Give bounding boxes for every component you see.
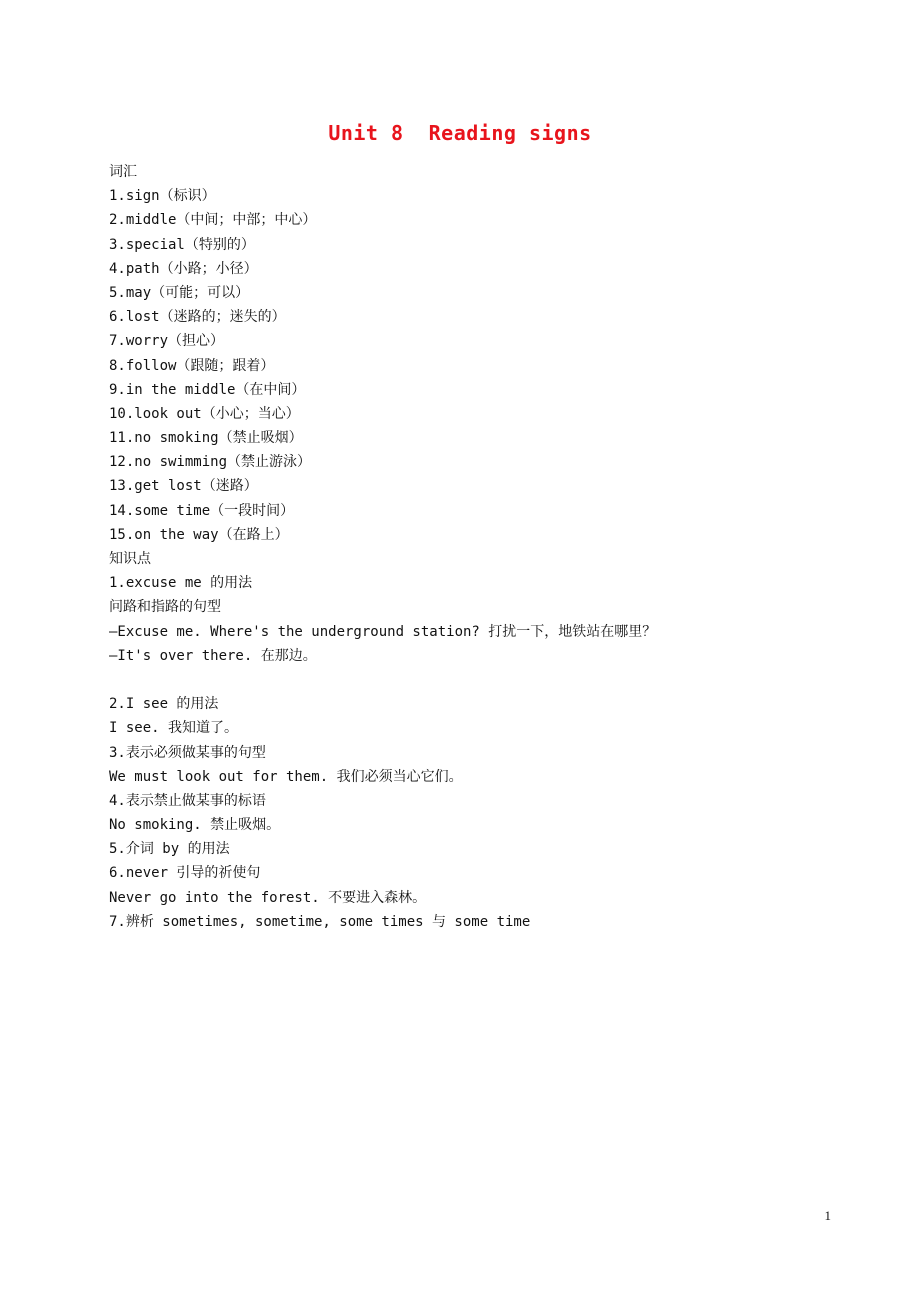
point-example: Never go into the forest. 不要进入森林。 bbox=[109, 889, 427, 906]
point-title: 5.介词 by 的用法 bbox=[109, 841, 230, 858]
document-title: Unit 8 Reading signs bbox=[328, 121, 592, 145]
vocabulary-heading: 词汇 bbox=[109, 164, 137, 180]
point-title: 1.excuse me 的用法 bbox=[109, 575, 253, 592]
vocabulary-item: 1.sign（标识） bbox=[109, 188, 216, 205]
vocabulary-item: 9.in the middle（在中间） bbox=[109, 381, 306, 398]
knowledge-point-1 bbox=[109, 571, 889, 668]
point-example: —Excuse me. Where's the underground station? 打扰一下，地铁站在哪里？ bbox=[109, 623, 657, 640]
point-title: 6.never 引导的祈使句 bbox=[109, 865, 261, 882]
vocabulary-item: 4.path（小路；小径） bbox=[109, 260, 258, 277]
knowledge-point-3 bbox=[109, 741, 889, 789]
point-title: 2.I see 的用法 bbox=[109, 696, 219, 713]
blank-line bbox=[109, 668, 889, 692]
knowledge-point-2 bbox=[109, 692, 889, 740]
knowledge-point-6 bbox=[109, 861, 889, 909]
point-example: No smoking. 禁止吸烟。 bbox=[109, 817, 281, 834]
vocabulary-item: 10.look out（小心；当心） bbox=[109, 405, 300, 422]
vocabulary-item: 11.no smoking（禁止吸烟） bbox=[109, 430, 303, 447]
vocabulary-item: 12.no swimming（禁止游泳） bbox=[109, 454, 312, 471]
point-example: We must look out for them. 我们必须当心它们。 bbox=[109, 768, 463, 785]
vocabulary-item: 3.special（特别的） bbox=[109, 236, 255, 253]
point-subtitle: 问路和指路的句型 bbox=[109, 599, 221, 616]
point-title: 7.辨析 sometimes, sometime, some times 与 some time bbox=[109, 913, 531, 930]
vocabulary-list bbox=[109, 184, 889, 547]
point-example: I see. 我知道了。 bbox=[109, 720, 239, 737]
knowledge-point-7 bbox=[109, 910, 889, 934]
point-title: 3.表示必须做某事的句型 bbox=[109, 744, 266, 761]
document-body bbox=[109, 160, 889, 934]
point-example: —It's over there. 在那边。 bbox=[109, 647, 317, 664]
vocabulary-item: 13.get lost（迷路） bbox=[109, 478, 258, 495]
vocabulary-item: 14.some time（一段时间） bbox=[109, 502, 295, 519]
knowledge-heading: 知识点 bbox=[109, 551, 151, 567]
vocabulary-item: 7.worry（担心） bbox=[109, 333, 225, 350]
vocabulary-item: 2.middle（中间；中部；中心） bbox=[109, 212, 317, 229]
page-number: 1 bbox=[824, 1208, 831, 1223]
vocabulary-item: 6.lost（迷路的；迷失的） bbox=[109, 309, 286, 326]
knowledge-point-5 bbox=[109, 837, 889, 861]
point-title: 4.表示禁止做某事的标语 bbox=[109, 792, 266, 809]
vocabulary-item: 5.may（可能；可以） bbox=[109, 284, 250, 301]
knowledge-point-4 bbox=[109, 789, 889, 837]
vocabulary-item: 15.on the way（在路上） bbox=[109, 526, 289, 543]
vocabulary-item: 8.follow（跟随；跟着） bbox=[109, 357, 275, 374]
